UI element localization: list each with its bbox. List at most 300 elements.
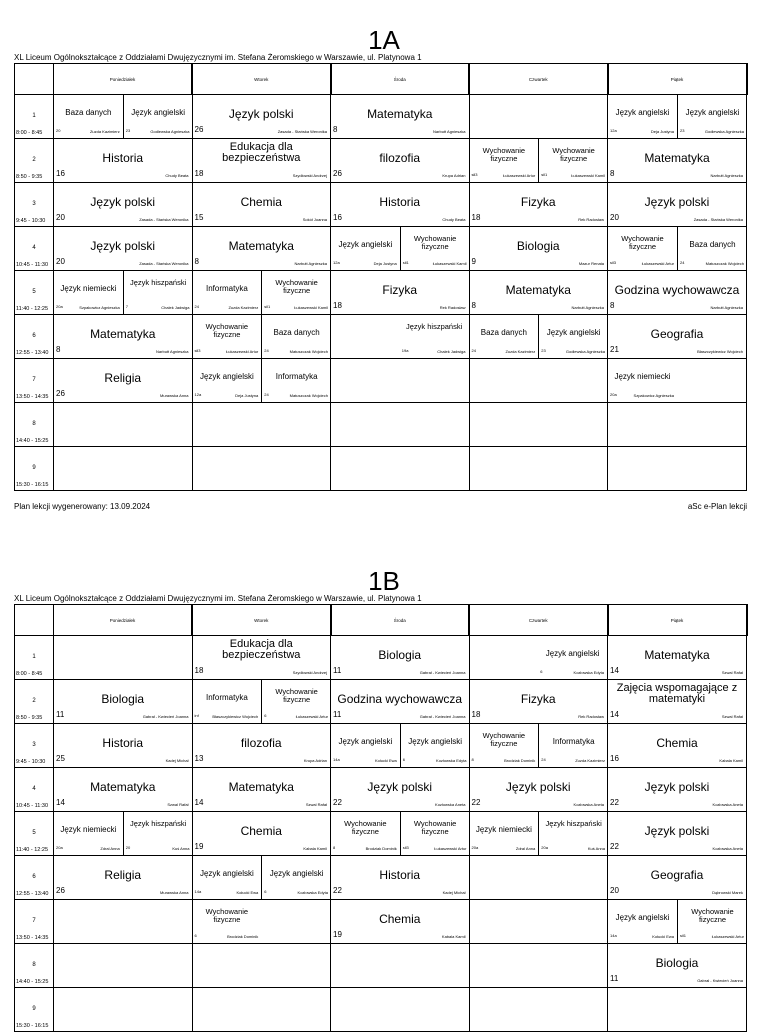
lesson-subject: Religia <box>104 371 142 385</box>
lesson-cell <box>54 359 193 403</box>
lesson-room: 11 <box>610 974 619 983</box>
period-row <box>15 447 747 491</box>
lesson-subject: Język angielski <box>615 913 670 922</box>
lesson <box>608 944 746 987</box>
lesson-teacher: Narbutt Agnieszka <box>710 173 743 178</box>
lesson-teacher: Szwal Rafał <box>721 670 743 675</box>
lesson-cell <box>331 944 470 988</box>
lesson-subject: Język polski <box>367 780 433 794</box>
lesson-room: 24 <box>194 304 199 309</box>
lesson-teacher: Dąbrowski Marek <box>712 890 743 895</box>
lesson-room: 14 <box>56 798 65 807</box>
lesson-room: 22 <box>333 798 342 807</box>
lesson-cell <box>331 139 470 183</box>
lesson-cell <box>608 724 747 768</box>
lesson <box>608 724 746 767</box>
lesson-room: 11 <box>56 710 65 719</box>
lesson-room: sil3 <box>610 260 617 265</box>
lesson-room: 11 <box>333 666 342 675</box>
lesson-teacher: Gabrał - Kwiecień Joanna <box>419 670 466 675</box>
lesson-cell <box>331 227 470 271</box>
lesson-teacher: Krupa Adrian <box>303 758 327 763</box>
lesson-teacher: Zasada - Stańska Weronika <box>139 217 189 222</box>
period-time: 15:30 - 16:15 <box>16 482 49 488</box>
lesson-cell <box>469 768 608 812</box>
lesson-subject: Matematyka <box>90 780 156 794</box>
lesson-cell <box>608 768 747 812</box>
lesson-teacher: Kozłowska Aneta <box>435 802 466 807</box>
lesson-subject: Historia <box>379 868 421 882</box>
lesson-teacher: Łukaszewski Artur <box>711 934 744 939</box>
period-row <box>15 315 747 359</box>
lesson-cell <box>469 139 608 183</box>
period-cell <box>15 139 54 183</box>
lesson-room: 16 <box>610 754 619 763</box>
lesson-cell <box>54 988 193 1032</box>
lesson <box>331 183 469 226</box>
lesson-room: 8 <box>610 301 615 310</box>
lesson <box>608 768 746 811</box>
lesson <box>193 183 331 226</box>
lesson-cell <box>469 271 608 315</box>
period-number: 2 <box>32 157 36 163</box>
lesson <box>193 856 262 899</box>
lesson-cell <box>331 768 470 812</box>
lesson-teacher: Matuszczak Wojciech <box>289 349 328 354</box>
period-row <box>15 944 747 988</box>
period-number: 1 <box>32 654 36 660</box>
period-row <box>15 680 747 724</box>
lesson-subject: Wychowanie fizyczne <box>482 146 526 163</box>
lesson-teacher: Kadej Michał <box>165 758 189 763</box>
lesson-subject: Informatyka <box>275 372 318 381</box>
lesson-subject: Język polski <box>228 107 294 121</box>
lesson-teacher: Zuzda Kazimierz <box>575 758 605 763</box>
lesson <box>193 680 262 723</box>
period-time: 10:45 - 11:30 <box>16 262 49 268</box>
lesson-subject: Edukacja dla bezpieczeństwa <box>222 141 301 164</box>
lesson-subject: Matematyka <box>228 239 294 253</box>
lesson-subject: filozofia <box>240 736 282 750</box>
lesson-teacher: Chudy Beata <box>442 217 466 222</box>
lesson-cell <box>331 812 470 856</box>
lesson-cell <box>469 403 608 447</box>
lesson-cell <box>608 856 747 900</box>
lesson-cell <box>54 315 193 359</box>
lesson <box>261 680 330 723</box>
lesson-teacher: Łukaszewski Kamil <box>571 173 605 178</box>
day-header: Piątek <box>608 64 747 95</box>
lesson-subject: Fizyka <box>382 283 418 297</box>
period-cell <box>15 856 54 900</box>
lesson-room: 19a <box>401 348 409 353</box>
lesson-cell <box>192 95 331 139</box>
lesson-subject: Wychowanie fizyczne <box>344 819 387 836</box>
lesson-room: 6 <box>264 889 267 894</box>
lesson-cell <box>469 95 608 139</box>
lesson-cell <box>469 636 608 680</box>
lesson-subject: Godzina wychowawcza <box>337 692 463 706</box>
lesson-room: sil3 <box>471 172 478 177</box>
lesson <box>608 900 677 943</box>
lesson-subject: Matematyka <box>644 648 710 662</box>
lesson-cell <box>331 724 470 768</box>
lesson-room: 8 <box>471 757 474 762</box>
lesson <box>331 271 469 314</box>
lesson-subject: Wychowanie fizyczne <box>482 731 526 748</box>
lesson-subject: Wychowanie fizyczne <box>413 234 457 251</box>
lesson-teacher: Szpakowicz Agnieszka <box>79 305 120 310</box>
lesson-room: 18 <box>471 710 481 719</box>
lesson-subject: Wychowanie fizyczne <box>621 234 664 251</box>
lesson-room: 8 <box>333 125 338 134</box>
lesson-cell <box>469 359 608 403</box>
lesson-cell <box>54 768 193 812</box>
lesson-room: 15 <box>194 213 204 222</box>
lesson-teacher: Brodziak Dominik <box>227 934 259 939</box>
lesson-room: 20 <box>610 886 619 895</box>
lesson-teacher: Błaszczykiewicz Wojciech <box>697 349 743 354</box>
lesson-subject: Wychowanie fizyczne <box>691 907 734 924</box>
lesson-cell <box>608 988 747 1032</box>
lesson-cell <box>608 680 747 724</box>
lesson-cell <box>469 447 608 491</box>
lesson-subject: filozofia <box>379 151 421 165</box>
period-time: 13:50 - 14:35 <box>16 394 49 400</box>
lesson-cell <box>608 315 747 359</box>
period-number: 8 <box>32 962 36 968</box>
period-time: 13:50 - 14:35 <box>16 935 49 941</box>
day-header-row <box>15 605 747 636</box>
lesson-subject: Język angielski <box>545 649 600 658</box>
lesson-cell <box>54 944 193 988</box>
lesson-teacher: Kozłowska Aneta <box>712 802 743 807</box>
day-header-row <box>15 64 747 95</box>
lesson-room: sil3 <box>194 348 201 353</box>
lesson-teacher: Narbutt Agnieszka <box>156 349 189 354</box>
lesson <box>193 900 262 943</box>
lesson-cell <box>54 636 193 680</box>
lesson-teacher: Kołucki Ewa <box>236 890 259 895</box>
lesson-subject: Religia <box>104 868 142 882</box>
lesson-subject: Historia <box>102 151 144 165</box>
lesson-teacher: Rek Radosław <box>439 305 466 310</box>
lesson <box>193 95 331 138</box>
lesson <box>54 856 192 899</box>
lesson-teacher: Łukaszewski Artur <box>295 714 328 719</box>
lesson-room: 18 <box>333 301 342 310</box>
day-header: Środa <box>331 64 470 95</box>
lesson-teacher: Krupa Adrian <box>442 173 466 178</box>
lesson <box>54 227 192 270</box>
lesson-subject: Język niemiecki <box>60 825 117 834</box>
lesson <box>538 636 607 679</box>
lesson-teacher: Narbutt Agnieszka <box>571 305 604 310</box>
lesson-cell <box>54 227 193 271</box>
lesson-teacher: Szwal Rafał <box>167 802 189 807</box>
lesson-cell <box>331 988 470 1032</box>
lesson-room: 26 <box>194 125 204 134</box>
lesson-room: 11 <box>333 710 342 719</box>
lesson-cell <box>192 856 331 900</box>
period-time: 14:40 - 15:25 <box>16 438 49 444</box>
lesson-subject: Biologia <box>101 692 145 706</box>
lesson-subject: Wychowanie fizyczne <box>205 907 249 924</box>
lesson <box>608 812 746 855</box>
lesson-cell <box>608 944 747 988</box>
lesson <box>470 183 608 226</box>
lesson-teacher: Zuzda Kazimierz <box>228 305 259 310</box>
lesson <box>331 812 400 855</box>
lesson-cell <box>331 359 470 403</box>
lesson-cell <box>608 403 747 447</box>
lesson <box>54 183 192 226</box>
lesson-teacher: Łukaszewski Artur <box>434 846 467 851</box>
lesson-subject: Język niemiecki <box>60 284 117 293</box>
lesson-subject: Język polski <box>90 239 156 253</box>
lesson <box>538 139 607 182</box>
lesson-cell <box>192 227 331 271</box>
lesson-room: 20a <box>56 304 63 309</box>
class-title: 1B <box>368 566 400 596</box>
lesson-teacher: Sokół Joanna <box>302 217 327 222</box>
lesson-subject: Chemia <box>240 824 282 838</box>
period-row <box>15 95 747 139</box>
lesson <box>193 636 331 679</box>
lesson-teacher: Godlewska Agnieszka <box>704 129 744 134</box>
lesson-teacher: Matuszczak Wojciech <box>705 261 744 266</box>
lesson-cell <box>192 812 331 856</box>
lesson-teacher: Zuzda Kazimierz <box>505 349 536 354</box>
lesson-cell <box>469 812 608 856</box>
lesson-room: 20 <box>56 128 61 133</box>
period-number: 5 <box>32 830 36 836</box>
lesson <box>193 227 331 270</box>
lesson <box>470 768 608 811</box>
period-cell <box>15 227 54 271</box>
lesson-cell <box>469 724 608 768</box>
lesson-room: 14 <box>194 798 204 807</box>
lesson-teacher: Łukaszewski Artur <box>503 173 536 178</box>
period-row <box>15 724 747 768</box>
lesson-subject: Biologia <box>655 956 699 970</box>
day-header: Wtorek <box>192 605 331 636</box>
period-row <box>15 359 747 403</box>
lesson-cell <box>608 95 747 139</box>
lesson <box>608 95 677 138</box>
lesson <box>400 812 469 855</box>
generated-date: Plan lekcji wygenerowany: 13.09.2024 <box>14 502 151 511</box>
lesson-room: 20 <box>125 845 131 850</box>
lesson-cell <box>469 856 608 900</box>
lesson-room: 8 <box>471 301 476 310</box>
lesson-subject: Historia <box>102 736 144 750</box>
school-name: XL Liceum Ogólnokształcące z Oddziałami Dwujęzycznymi im. Stefana Żeromskiego w Warszawie, ul. Platynowa 1 <box>14 594 422 603</box>
lesson-teacher: Kozłowska Edyta <box>297 890 328 895</box>
lesson-cell <box>331 271 470 315</box>
lesson <box>608 359 677 402</box>
lesson-subject: Język angielski <box>408 737 463 746</box>
lesson <box>677 227 747 270</box>
lesson <box>54 359 192 402</box>
period-time: 9:45 - 10:30 <box>16 218 46 224</box>
class-title: 1A <box>368 25 400 55</box>
period-number: 4 <box>32 245 36 251</box>
lesson-teacher: Narbutt Agnieszka <box>710 305 743 310</box>
lesson <box>261 315 330 358</box>
lesson-teacher: Kozłowska Aneta <box>712 846 743 851</box>
lesson-room: 25 <box>56 754 65 763</box>
lesson-subject: Język angielski <box>269 869 324 878</box>
lesson-subject: Język hiszpański <box>545 819 602 828</box>
lesson-room: 12a <box>333 260 340 265</box>
lesson-subject: Język niemiecki <box>475 825 532 834</box>
lesson-teacher: Kadej Michał <box>442 890 466 895</box>
lesson-room: sil1 <box>402 260 409 265</box>
lesson-subject: Matematyka <box>90 327 156 341</box>
period-number: 9 <box>32 1006 36 1012</box>
lesson-room: 24 <box>680 260 685 265</box>
period-row <box>15 812 747 856</box>
lesson <box>54 812 123 855</box>
period-row <box>15 856 747 900</box>
lesson-cell <box>331 447 470 491</box>
lesson-room: 14 <box>610 710 619 719</box>
lesson-room: 8 <box>194 257 199 266</box>
lesson <box>608 856 746 899</box>
lesson <box>331 636 469 679</box>
lesson-cell <box>608 812 747 856</box>
period-time: 8:00 - 8:45 <box>16 671 43 677</box>
lesson-teacher: Deja Justyna <box>650 129 674 134</box>
lesson-cell <box>192 944 331 988</box>
lesson <box>470 812 539 855</box>
lesson-cell <box>54 271 193 315</box>
lesson-room: 26 <box>56 886 65 895</box>
lesson <box>608 315 746 358</box>
lesson-cell <box>54 447 193 491</box>
lesson-subject: Wychowanie fizyczne <box>413 819 457 836</box>
lesson-subject: Geografia <box>650 327 704 341</box>
period-cell <box>15 183 54 227</box>
lesson-room: 14a <box>194 889 202 894</box>
lesson-room: 13 <box>194 754 204 763</box>
period-number: 6 <box>32 333 36 339</box>
lesson-cell <box>54 680 193 724</box>
lesson-teacher: Błaszczykiewicz Wojciech <box>212 714 259 719</box>
lesson-room: 16 <box>56 169 65 178</box>
period-time: 12:55 - 13:40 <box>16 350 49 356</box>
lesson-cell <box>54 403 193 447</box>
lesson-subject: Język angielski <box>338 737 393 746</box>
lesson-cell <box>608 271 747 315</box>
lesson <box>677 95 747 138</box>
lesson-room: 23 <box>541 348 546 353</box>
period-cell <box>15 680 54 724</box>
lesson-room: 26 <box>333 169 342 178</box>
corner-cell <box>15 605 54 636</box>
lesson <box>54 680 192 723</box>
lesson <box>400 724 469 767</box>
lesson-room: 18 <box>194 169 204 178</box>
lesson <box>331 95 469 138</box>
lesson-subject: Wychowanie fizyczne <box>205 322 249 339</box>
lesson-teacher: Szpakowicz Agnieszka <box>633 393 674 398</box>
lesson-room: 6 <box>402 757 405 762</box>
period-cell <box>15 403 54 447</box>
period-number: 9 <box>32 465 36 471</box>
lesson-subject: Informatyka <box>552 737 595 746</box>
lesson-teacher: Łukaszewski Artur <box>641 261 674 266</box>
lesson-room: 19 <box>333 930 342 939</box>
lesson <box>538 724 607 767</box>
lesson-cell <box>331 900 470 944</box>
lesson-subject: Matematyka <box>228 780 294 794</box>
lesson-room: 23 <box>680 128 685 133</box>
lesson-cell <box>54 724 193 768</box>
lesson <box>54 95 123 138</box>
period-row <box>15 900 747 944</box>
period-row <box>15 139 747 183</box>
lesson-subject: Język polski <box>90 195 156 209</box>
brand-label: aSc e-Plan lekcji <box>687 502 747 511</box>
lesson <box>470 724 539 767</box>
timetable-grid <box>14 604 748 1032</box>
lesson-room: sil1 <box>541 172 548 177</box>
day-header: Poniedziałek <box>54 64 193 95</box>
lesson-room: 6 <box>194 933 197 938</box>
period-cell <box>15 359 54 403</box>
lesson-cell <box>608 636 747 680</box>
lesson-teacher: Brodziak Dominik <box>365 846 397 851</box>
lesson-teacher: Narbutt Agnieszka <box>433 129 466 134</box>
lesson-room: 24 <box>541 757 546 762</box>
lesson-teacher: Deja Justyna <box>373 261 397 266</box>
lesson-room: 20 <box>56 257 65 266</box>
lesson-subject: Język hiszpański <box>129 819 187 828</box>
lesson-teacher: Kozłowska Edyta <box>573 670 604 675</box>
lesson-subject: Informatyka <box>205 284 248 293</box>
lesson <box>538 315 607 358</box>
period-cell <box>15 988 54 1032</box>
lesson <box>331 724 400 767</box>
lesson-subject: Język hiszpański <box>129 278 187 287</box>
period-cell <box>15 95 54 139</box>
lesson <box>470 227 608 270</box>
lesson <box>193 768 331 811</box>
lesson-teacher: Brodziak Dominik <box>504 758 536 763</box>
lesson-subject: Chemia <box>379 912 421 926</box>
lesson-cell <box>192 403 331 447</box>
lesson-subject: Język angielski <box>338 240 393 249</box>
lesson-cell <box>54 95 193 139</box>
period-time: 11:40 - 12:25 <box>16 306 49 312</box>
lesson-cell <box>192 988 331 1032</box>
period-cell <box>15 812 54 856</box>
lesson-cell <box>54 856 193 900</box>
lesson-teacher: Narbutt Agnieszka <box>294 261 327 266</box>
lesson-teacher: Murawska Anna <box>160 890 189 895</box>
day-header: Poniedziałek <box>54 605 193 636</box>
lesson <box>608 636 746 679</box>
lesson-teacher: Rek Radosław <box>578 217 604 222</box>
lesson-teacher: Kabala Kamil <box>441 934 466 939</box>
lesson-teacher: Murawska Anna <box>160 393 189 398</box>
lesson-cell <box>608 139 747 183</box>
lesson-subject: Język hiszpański <box>405 322 463 331</box>
period-row <box>15 403 747 447</box>
lesson <box>470 271 608 314</box>
